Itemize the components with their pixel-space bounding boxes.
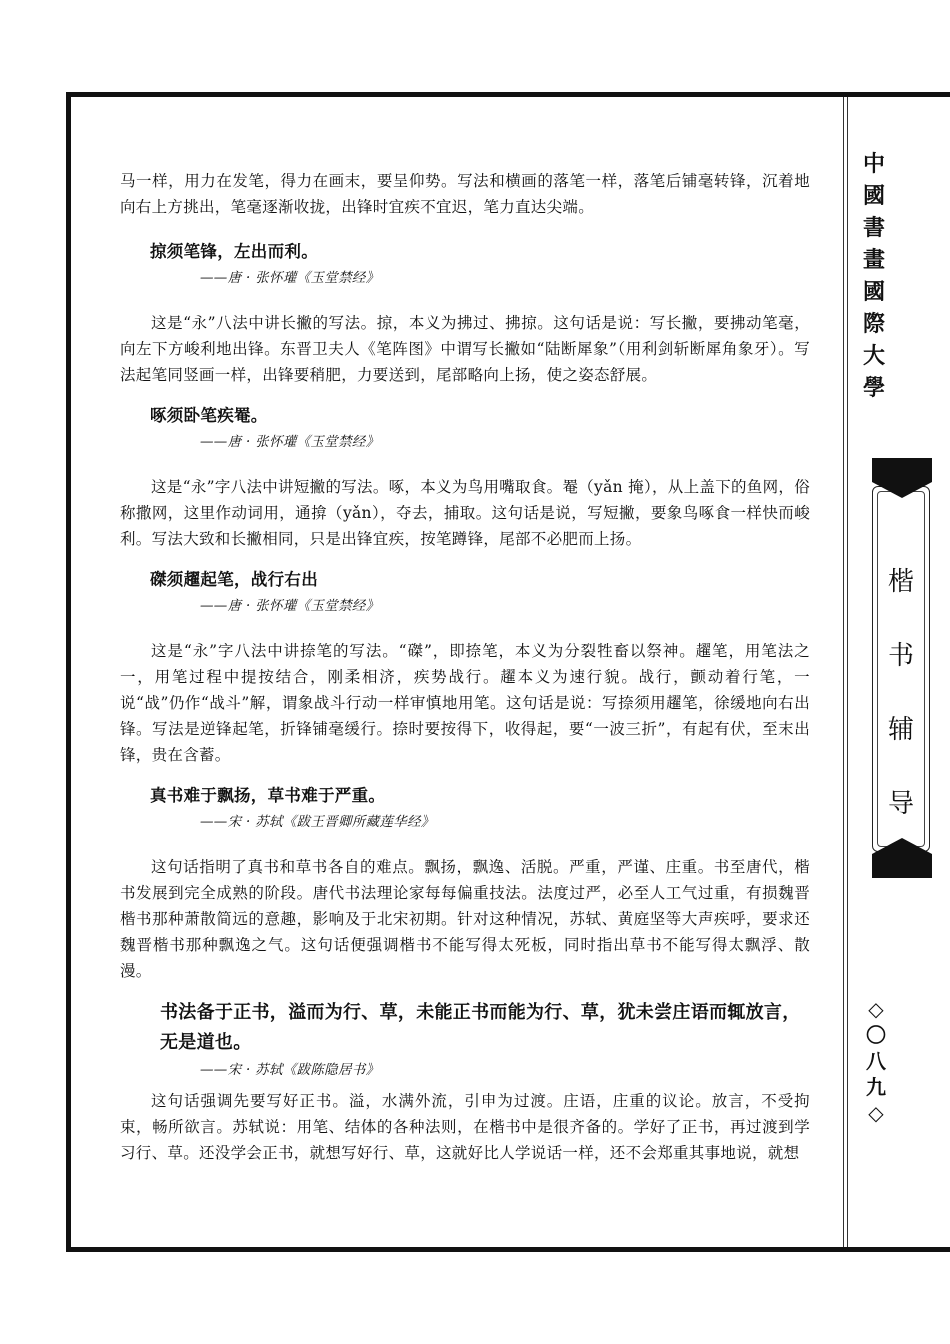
series-title: 中 國 書 畫 國 際 大 學	[862, 151, 885, 401]
quote-1: 掠须笔锋，左出而利。	[150, 242, 318, 261]
quote-3: 磔须趯起笔，战行右出	[150, 570, 318, 589]
paragraph-5: 这句话强调先要写好正书。溢，水满外流，引申为过渡。庄语，庄重的议论。放言，不受拘束，畅所欲言。苏轼说：用笔、结体的各种法则，在楷书中是很齐备的。学好了正书，再过渡到学习行、草。还没学会正书，就想写好行、草，这就好比人学说话一样，还不会郑重其事地说，就想	[120, 1092, 810, 1162]
paragraph-0: 马一样，用力在发笔，得力在画末，要呈仰势。写法和横画的落笔一样，落笔后铺毫转锋，沉着地向右上方挑出，笔毫逐渐收拢，出锋时宜疾不宜迟，笔力直达尖端。	[120, 172, 810, 216]
page-number: ◇ 〇 八 九 ◇	[866, 997, 886, 1125]
frame-bottom-border	[66, 1247, 950, 1252]
quote-2: 啄须卧笔疾罨。	[150, 406, 268, 425]
source-5: ——宋 · 苏轼《跋陈隐居书》	[200, 1062, 380, 1078]
paragraph-4: 这句话指明了真书和草书各自的难点。飘扬，飘逸、活脱。严重，严谨、庄重。书至唐代，楷书发展到完全成熟的阶段。唐代书法理论家每每偏重技法。法度过严，必至人工气过重，有损魏晋楷书那种萧散简远的意趣，影响及于北宋初期。针对这种情况，苏轼、黄庭坚等大声疾呼，要求还魏晋楷书那种飘逸之气。这句话便强调楷书不能写得太死板，同时指出草书不能写得太飘浮、散漫。	[120, 858, 810, 980]
source-2: ——唐 · 张怀瓘《玉堂禁经》	[200, 434, 380, 450]
main-text	[120, 168, 810, 1166]
paragraph-1: 这是“永”八法中讲长撇的写法。掠，本义为拂过、拂掠。这句话是说：写长撇，要拂动笔毫，向左下方峻利地出锋。东晋卫夫人《笔阵图》中谓写长撇如“陆断犀象”（用利剑斩断犀角象牙）。写法起笔同竖画一样，出锋要稍肥，力要送到，尾部略向上扬，使之姿态舒展。	[120, 314, 810, 384]
source-1: ——唐 · 张怀瓘《玉堂禁经》	[200, 270, 380, 286]
quote-5: 书法备于正书，溢而为行、草，未能正书而能为行、草，犹未尝庄语而辄放言，无是道也。	[160, 1002, 801, 1053]
sidebar-divider	[843, 97, 844, 1247]
sidebar-divider-inner	[847, 97, 848, 1247]
chapter-title: 楷 书 辅 导	[887, 567, 914, 819]
source-3: ——唐 · 张怀瓘《玉堂禁经》	[200, 598, 380, 614]
paragraph-3: 这是“永”字八法中讲捺笔的写法。“磔”，即捺笔，本义为分裂牲畜以祭神。趯笔，用笔法之一，用笔过程中提按结合，刚柔相济，疾势战行。趯本义为速行貌。战行，颤动着行笔，一说“战”仍作“战斗”解，谓象战斗行动一样审慎地用笔。这句话是说：写捺须用趯笔，徐缓地向右出锋。写法是逆锋起笔，折锋铺毫缓行。捺时要按得下，收得起，要“一波三折”，有起有伏，至末出锋，贵在含蓄。	[120, 642, 810, 764]
paragraph-2: 这是“永”字八法中讲短撇的写法。啄，本义为鸟用嘴取食。罨（yǎn 掩），从上盖下的鱼网，俗称撒网，这里作动词用，通揜（yǎn），夺去，捕取。这句话是说，写短撇，要象鸟啄食一样快而峻利。写法大致和长撇相同，只是出锋宜疾，按笔蹲锋，尾部不必肥而上扬。	[120, 478, 811, 548]
frame-left-border	[66, 92, 71, 1252]
frame-top-border	[66, 92, 950, 97]
quote-4: 真书难于飘扬，草书难于严重。	[150, 786, 386, 805]
source-4: ——宋 · 苏轼《跋王晋卿所藏莲华经》	[200, 814, 435, 830]
